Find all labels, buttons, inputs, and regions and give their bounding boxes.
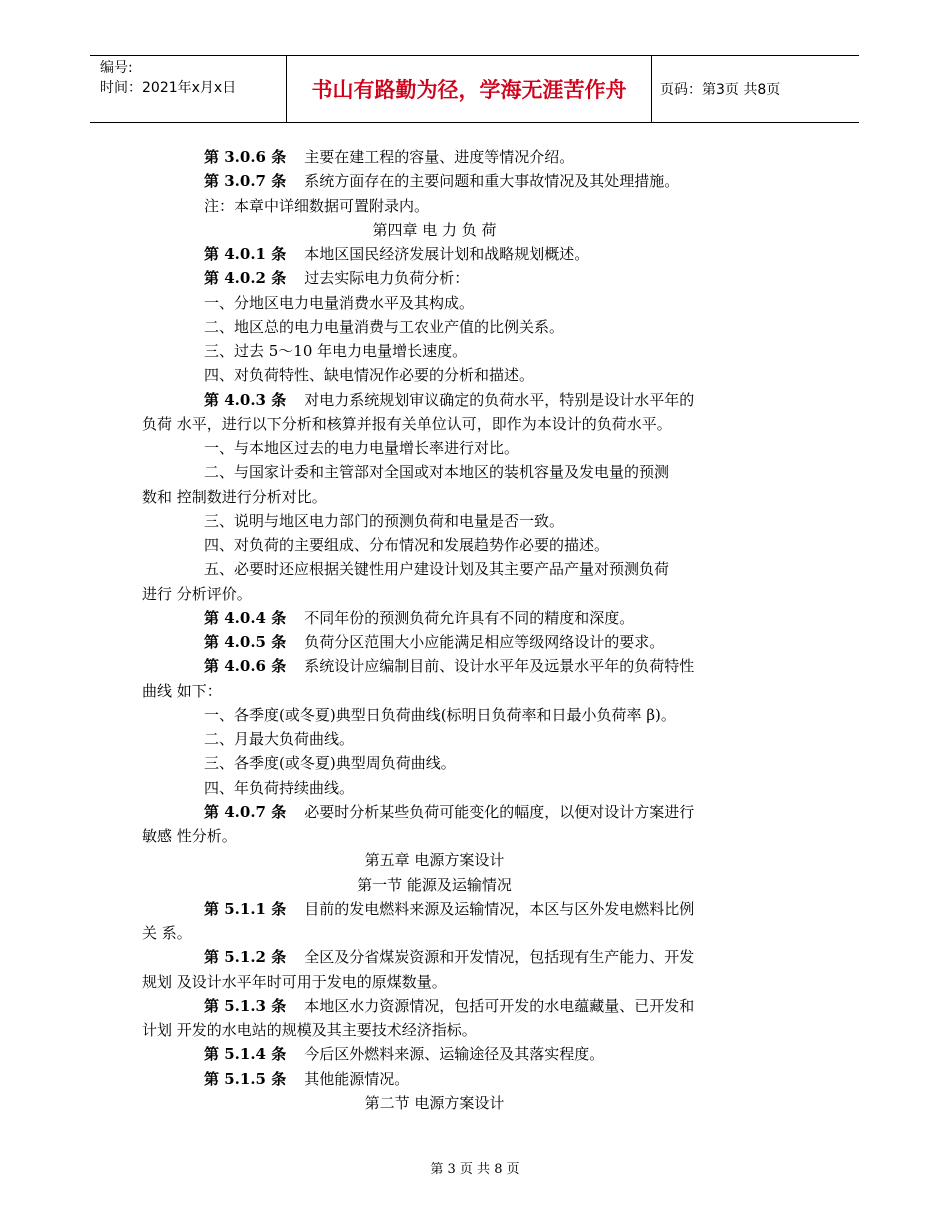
article-number: 第 5.1.4 条 (204, 1045, 287, 1064)
article-text: 对电力系统规划审议确定的负荷水平，特别是设计水平年的 (304, 390, 695, 409)
article-line (142, 945, 727, 969)
paragraph-line: 一、分地区电力电量消费水平及其构成。 (204, 293, 475, 312)
article-number: 第 5.1.2 条 (204, 948, 287, 967)
article-number: 第 5.1.1 条 (204, 899, 287, 918)
article-number: 第 4.0.3 条 (204, 390, 287, 409)
continuation-line: 进行 分析评价。 (142, 584, 252, 603)
article-line (142, 897, 727, 921)
paragraph-line: 三、过去 5～10 年电力电量增长速度。 (204, 342, 468, 360)
paragraph-line: 注：本章中详细数据可置附录内。 (204, 196, 430, 215)
article-text: 不同年份的预测负荷允许具有不同的精度和深度。 (304, 608, 635, 627)
continuation-line: 敏感 性分析。 (142, 827, 237, 845)
article-number: 第 4.0.4 条 (204, 608, 287, 627)
header-meta (100, 58, 236, 98)
paragraph-line: 四、年负荷持续曲线。 (204, 778, 355, 797)
article-number: 第 4.0.5 条 (204, 633, 287, 651)
paragraph-line: 二、地区总的电力电量消费与工农业产值的比例关系。 (204, 317, 565, 336)
paragraph-line: 一、与本地区过去的电力电量增长率进行对比。 (204, 439, 520, 457)
article-line (142, 630, 727, 654)
article-text: 必要时分析某些负荷可能变化的幅度，以便对设计方案进行 (304, 802, 695, 821)
continuation-line: 计划 开发的水电站的规模及其主要技术经济指标。 (142, 1021, 477, 1039)
article-line (142, 169, 727, 193)
article-text: 过去实际电力负荷分析： (304, 269, 470, 288)
article-number: 第 5.1.3 条 (204, 996, 287, 1015)
header-divider-right (651, 56, 652, 122)
article-text: 本地区国民经济发展计划和战略规划概述。 (304, 245, 590, 263)
header-page-info: 页码：第3页 共8页 (660, 82, 781, 98)
article-number: 第 4.0.7 条 (204, 802, 287, 821)
article-number: 第 4.0.2 条 (204, 269, 287, 288)
article-line (142, 606, 727, 630)
code-label: 编号: (100, 60, 133, 76)
article-text: 负荷分区范围大小应能满足相应等级网络设计的要求。 (304, 633, 665, 651)
article-line (142, 266, 727, 290)
article-text: 系统方面存在的主要问题和重大事故情况及其处理措施。 (304, 172, 680, 191)
article-line (142, 994, 727, 1018)
paragraph-line: 一、各季度(或冬夏)典型日负荷曲线(标明日负荷率和日最小负荷率 β)。 (204, 705, 676, 724)
section-heading: 第四章 电 力 负 荷 (372, 220, 497, 239)
article-line (142, 242, 727, 266)
article-number: 第 5.1.5 条 (204, 1069, 287, 1088)
article-text: 今后区外燃料来源、运输途径及其落实程度。 (304, 1045, 605, 1064)
article-line (142, 800, 727, 824)
page-header (90, 55, 859, 123)
article-text: 其他能源情况。 (304, 1069, 410, 1088)
paragraph-line: 三、各季度(或冬夏)典型周负荷曲线。 (204, 754, 456, 773)
continuation-line: 数和 控制数进行分析对比。 (142, 487, 327, 506)
article-line (142, 1067, 727, 1091)
continuation-line: 关 系。 (142, 924, 192, 942)
continuation-line: 曲线 如下： (142, 681, 222, 700)
article-text: 本地区水力资源情况，包括可开发的水电蕴藏量、已开发和 (304, 996, 695, 1015)
article-number: 第 3.0.7 条 (204, 172, 287, 191)
article-number: 第 3.0.6 条 (204, 148, 287, 166)
article-line (142, 145, 727, 169)
article-text: 主要在建工程的容量、进度等情况介绍。 (304, 148, 575, 166)
section-heading: 第五章 电源方案设计 (364, 851, 505, 870)
article-line (142, 1042, 727, 1066)
paragraph-line: 四、对负荷的主要组成、分布情况和发展趋势作必要的描述。 (204, 536, 610, 554)
article-text: 全区及分省煤炭资源和开发情况，包括现有生产能力、开发 (304, 948, 695, 967)
continuation-line: 规划 及设计水平年时可用于发电的原煤数量。 (142, 972, 447, 991)
continuation-line: 负荷 水平，进行以下分析和核算并报有关单位认可，即作为本设计的负荷水平。 (142, 414, 672, 433)
article-line (142, 388, 727, 412)
page-footer: 第 3 页 共 8 页 (430, 1162, 520, 1177)
article-text: 系统设计应编制目前、设计水平年及远景水平年的负荷特性 (304, 657, 695, 676)
article-line (142, 654, 727, 678)
paragraph-line: 四、对负荷特性、缺电情况作必要的分析和描述。 (204, 366, 535, 385)
paragraph-line: 三、说明与地区电力部门的预测负荷和电量是否一致。 (204, 511, 565, 530)
paragraph-line: 二、与国家计委和主管部对全国或对本地区的装机容量及发电量的预测 (204, 463, 670, 482)
paragraph-line: 五、必要时还应根据关键性用户建设计划及其主要产品产量对预测负荷 (204, 560, 670, 579)
section-heading: 第一节 能源及运输情况 (357, 875, 512, 894)
article-text: 目前的发电燃料来源及运输情况，本区与区外发电燃料比例 (304, 899, 695, 918)
section-heading: 第二节 电源方案设计 (364, 1093, 505, 1112)
paragraph-line: 二、月最大负荷曲线。 (204, 730, 355, 748)
time-label: 时间：2021年x月x日 (100, 80, 237, 96)
article-number: 第 4.0.6 条 (204, 657, 287, 676)
article-number: 第 4.0.1 条 (204, 245, 287, 263)
header-motto: 书山有路勤为径，学海无涯苦作舟 (311, 78, 627, 102)
document-body (142, 145, 727, 1115)
